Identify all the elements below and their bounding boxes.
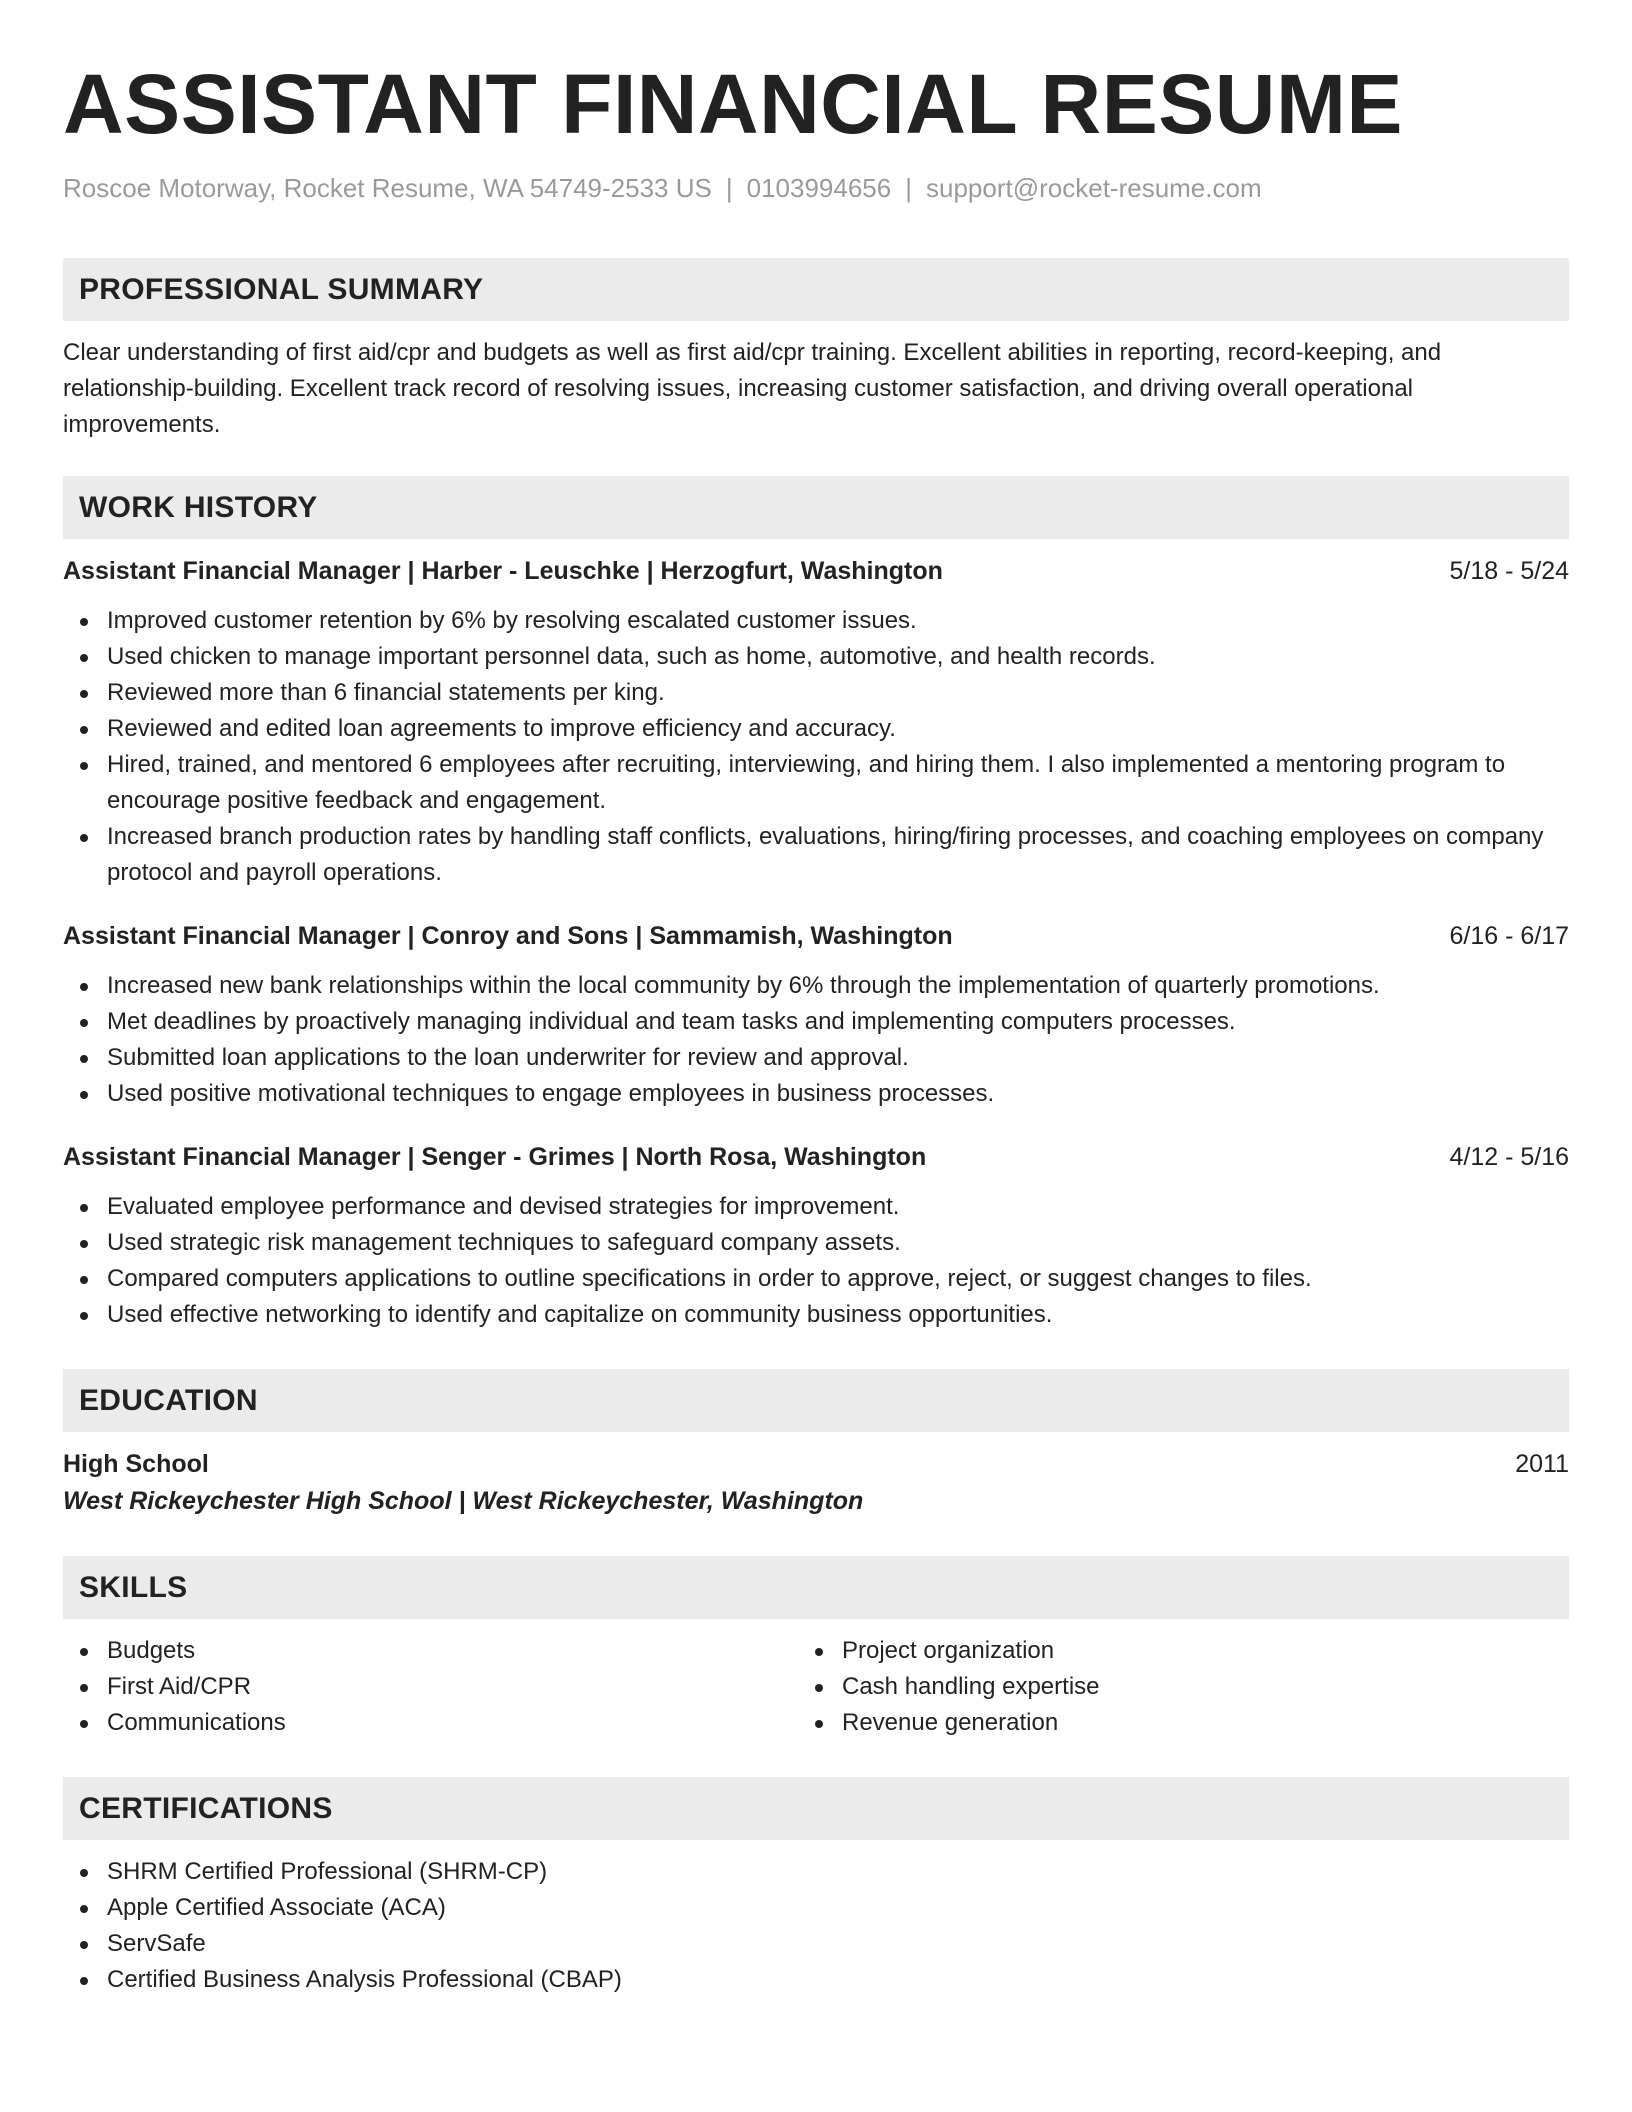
skill-item: Communications	[107, 1705, 798, 1741]
job-heading	[63, 918, 1569, 954]
job-bullet: Increased branch production rates by handling staff conflicts, evaluations, hiring/firing processes, and coaching employees on company protocol and payroll operations.	[107, 819, 1569, 891]
education-entry	[63, 1446, 1569, 1520]
education-degree: High School	[63, 1450, 209, 1478]
job-title: Assistant Financial Manager | Harber - Leuschke | Herzogfurt, Washington	[63, 557, 943, 585]
job-bullet: Used positive motivational techniques to engage employees in business processes.	[107, 1076, 1569, 1112]
skill-item: Revenue generation	[842, 1705, 1533, 1741]
certification-item: Apple Certified Associate (ACA)	[107, 1890, 1569, 1926]
job-bullet: Improved customer retention by 6% by resolving escalated customer issues.	[107, 603, 1569, 639]
job-entry	[63, 553, 1569, 891]
job-bullet: Reviewed and edited loan agreements to improve efficiency and accuracy.	[107, 711, 1569, 747]
job-bullet: Compared computers applications to outline specifications in order to approve, reject, or suggest changes to files.	[107, 1261, 1569, 1297]
job-bullet: Used strategic risk management techniques to safeguard company assets.	[107, 1225, 1569, 1261]
contact-separator: |	[905, 173, 912, 203]
job-bullets	[63, 603, 1569, 891]
job-bullet: Submitted loan applications to the loan underwriter for review and approval.	[107, 1040, 1569, 1076]
skill-item: Project organization	[842, 1633, 1533, 1669]
job-bullet: Increased new bank relationships within the local community by 6% through the implementation of quarterly promotions.	[107, 968, 1569, 1004]
section-header-work-history: WORK HISTORY	[63, 476, 1569, 539]
job-bullet: Hired, trained, and mentored 6 employees after recruiting, interviewing, and hiring them. I also implemented a mentoring program to encourage positive feedback and engagement.	[107, 747, 1569, 819]
job-entry	[63, 1139, 1569, 1333]
skill-item: Cash handling expertise	[842, 1669, 1533, 1705]
summary-text: Clear understanding of first aid/cpr and budgets as well as first aid/cpr training. Excellent abilities in reporting, record-keeping, and relationship-building. Excellent track record of resolving issues, increasing customer satisfaction, and driving overall operational improvements.	[63, 339, 1442, 438]
contact-line	[63, 170, 1569, 206]
contact-email: support@rocket-resume.com	[926, 173, 1262, 203]
job-heading	[63, 553, 1569, 589]
job-bullet: Reviewed more than 6 financial statements per king.	[107, 675, 1569, 711]
skills-grid	[63, 1633, 1569, 1741]
job-dates: 6/16 - 6/17	[1449, 922, 1569, 950]
skills-column-right	[798, 1633, 1533, 1741]
section-header-certifications: CERTIFICATIONS	[63, 1777, 1569, 1840]
education-school: West Rickeychester High School | West Rickeychester, Washington	[63, 1487, 864, 1515]
contact-separator: |	[725, 173, 733, 203]
education-year: 2011	[1515, 1450, 1569, 1478]
contact-phone: 0103994656	[746, 173, 892, 203]
skill-item: Budgets	[107, 1633, 798, 1669]
job-dates: 5/18 - 5/24	[1449, 557, 1569, 585]
section-header-skills: SKILLS	[63, 1556, 1569, 1619]
job-heading	[63, 1139, 1569, 1175]
job-dates: 4/12 - 5/16	[1449, 1143, 1569, 1171]
skill-item: First Aid/CPR	[107, 1669, 798, 1705]
resume-title: ASSISTANT FINANCIAL RESUME	[63, 57, 1403, 151]
job-entry	[63, 918, 1569, 1112]
contact-address: Roscoe Motorway, Rocket Resume, WA 54749-2533 US	[63, 173, 712, 203]
certification-item: ServSafe	[107, 1926, 1569, 1962]
job-title: Assistant Financial Manager | Senger - Grimes | North Rosa, Washington	[63, 1143, 927, 1171]
job-bullets	[63, 1189, 1569, 1333]
certifications-list	[63, 1854, 1569, 1998]
job-bullet: Met deadlines by proactively managing individual and team tasks and implementing computers processes.	[107, 1004, 1569, 1040]
certification-item: SHRM Certified Professional (SHRM-CP)	[107, 1854, 1569, 1890]
section-header-education: EDUCATION	[63, 1369, 1569, 1432]
education-heading	[63, 1446, 1569, 1482]
job-bullets	[63, 968, 1569, 1112]
job-bullet: Used chicken to manage important personnel data, such as home, automotive, and health records.	[107, 639, 1569, 675]
job-bullet: Used effective networking to identify and capitalize on community business opportunities.	[107, 1297, 1569, 1333]
job-bullet: Evaluated employee performance and devised strategies for improvement.	[107, 1189, 1569, 1225]
certification-item: Certified Business Analysis Professional (CBAP)	[107, 1962, 1569, 1998]
certification-bullets	[63, 1854, 1569, 1998]
job-title: Assistant Financial Manager | Conroy and Sons | Sammamish, Washington	[63, 922, 953, 950]
section-header-professional-summary: PROFESSIONAL SUMMARY	[63, 258, 1569, 321]
skills-column-left	[63, 1633, 798, 1741]
